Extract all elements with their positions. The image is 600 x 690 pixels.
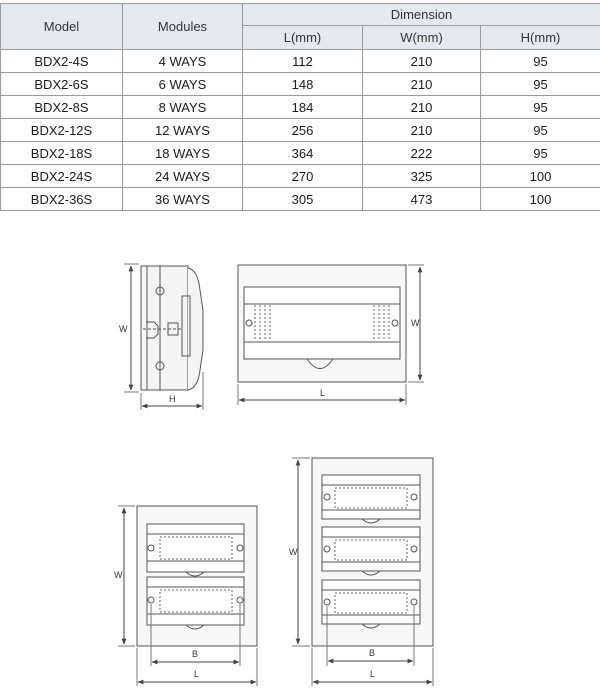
cell-modules: 18 WAYS bbox=[123, 142, 243, 165]
cell-model: BDX2-24S bbox=[1, 165, 123, 188]
cell-w: 210 bbox=[363, 119, 481, 142]
cell-w: 210 bbox=[363, 96, 481, 119]
cell-model: BDX2-12S bbox=[1, 119, 123, 142]
cell-w: 210 bbox=[363, 73, 481, 96]
cell-model: BDX2-6S bbox=[1, 73, 123, 96]
cell-modules: 8 WAYS bbox=[123, 96, 243, 119]
cell-h: 95 bbox=[481, 142, 600, 165]
cell-w: 473 bbox=[363, 188, 481, 211]
front-view-drawing bbox=[238, 265, 424, 405]
cell-h: 100 bbox=[481, 188, 600, 211]
cell-model: BDX2-8S bbox=[1, 96, 123, 119]
cell-l: 256 bbox=[243, 119, 363, 142]
side-h-label: H bbox=[169, 394, 176, 404]
cell-modules: 24 WAYS bbox=[123, 165, 243, 188]
front-w-label: W bbox=[411, 318, 420, 328]
cell-h: 95 bbox=[481, 73, 600, 96]
two-b-label: B bbox=[192, 649, 199, 659]
cell-h: 100 bbox=[481, 165, 600, 188]
cell-model: BDX2-36S bbox=[1, 188, 123, 211]
cell-w: 325 bbox=[363, 165, 481, 188]
cell-h: 95 bbox=[481, 50, 600, 73]
two-w-label: W bbox=[114, 570, 123, 580]
cell-l: 112 bbox=[243, 50, 363, 73]
header-w: W(mm) bbox=[363, 26, 481, 50]
cell-modules: 36 WAYS bbox=[123, 188, 243, 211]
three-b-label: B bbox=[369, 648, 376, 658]
cell-modules: 6 WAYS bbox=[123, 73, 243, 96]
cell-model: BDX2-18S bbox=[1, 142, 123, 165]
header-h: H(mm) bbox=[481, 26, 600, 50]
side-view-drawing bbox=[124, 264, 203, 410]
side-w-label: W bbox=[119, 324, 128, 334]
cell-l: 270 bbox=[243, 165, 363, 188]
front-l-label: L bbox=[320, 388, 326, 398]
three-row-drawing bbox=[292, 458, 433, 686]
cell-h: 95 bbox=[481, 96, 600, 119]
header-l: L(mm) bbox=[243, 26, 363, 50]
header-modules: Modules bbox=[123, 4, 243, 50]
three-l-label: L bbox=[370, 669, 376, 679]
cell-w: 210 bbox=[363, 50, 481, 73]
cell-modules: 4 WAYS bbox=[123, 50, 243, 73]
cell-l: 184 bbox=[243, 96, 363, 119]
cell-l: 305 bbox=[243, 188, 363, 211]
cell-w: 222 bbox=[363, 142, 481, 165]
cell-l: 148 bbox=[243, 73, 363, 96]
two-l-label: L bbox=[194, 669, 200, 679]
header-model: Model bbox=[1, 4, 123, 50]
cell-l: 364 bbox=[243, 142, 363, 165]
cell-modules: 12 WAYS bbox=[123, 119, 243, 142]
two-row-drawing bbox=[118, 506, 257, 686]
header-dimension: Dimension bbox=[243, 4, 600, 26]
cell-h: 95 bbox=[481, 119, 600, 142]
three-w-label: W bbox=[289, 547, 298, 557]
cell-model: BDX2-4S bbox=[1, 50, 123, 73]
